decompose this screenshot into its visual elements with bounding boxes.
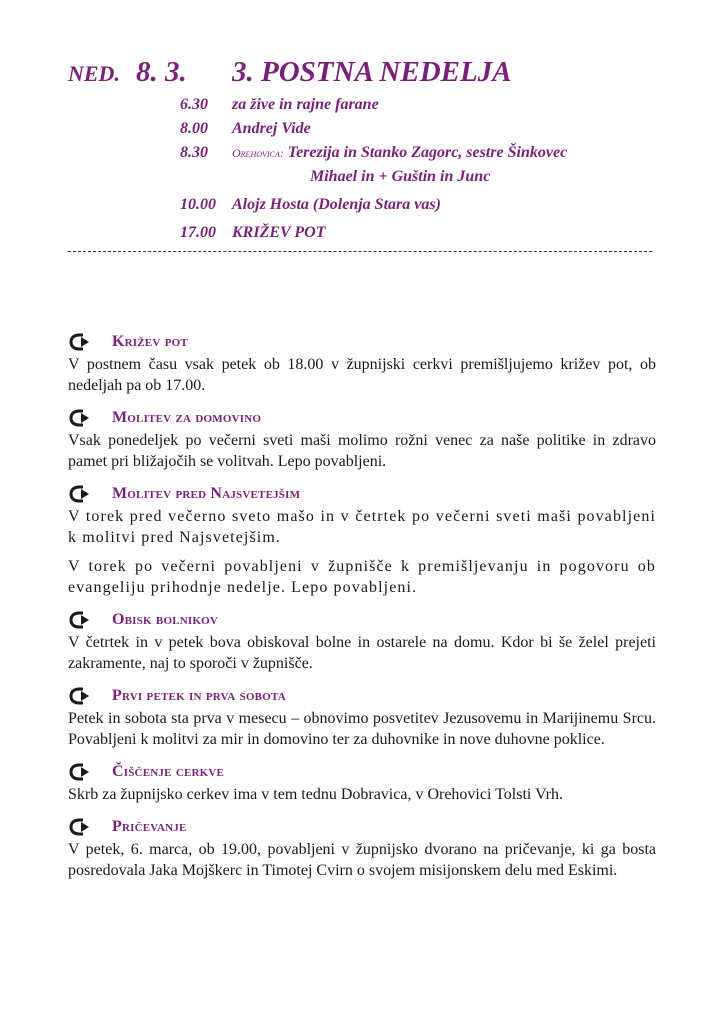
mass-row [68,93,658,117]
mass-intention: Terezija in Stanko Zagorc, sestre Šinkovec [287,144,568,161]
dashed-divider [68,251,652,252]
announcement-heading [68,760,656,784]
sunday-schedule [68,56,658,252]
announcement-text: V četrtek in v petek bova obiskoval bolne in ostarele na domu. Kdor bi še želel prejeti zakramente, naj to sporoči v župnišče. [68,634,656,672]
announcement-title: Pričevanje [112,818,187,835]
mass-row [68,193,658,217]
announcement-heading [68,482,656,506]
curved-arrow-icon [68,611,90,629]
mass-row [68,117,658,141]
announcement-heading [68,608,656,632]
curved-arrow-icon [68,409,90,427]
mass-intention: KRIŽEV POT [232,224,326,241]
mass-time: 17.00 [180,224,216,241]
curved-arrow-icon [68,485,90,503]
announcement-title: Obisk bolnikov [112,611,219,628]
announcement [68,482,656,598]
curved-arrow-icon [68,687,90,705]
mass-intention: Alojz Hosta (Dolenja Stara vas) [232,196,441,213]
announcement-heading [68,406,656,430]
curved-arrow-icon [68,333,90,351]
announcement-heading [68,815,656,839]
mass-time: 6.30 [180,96,208,113]
curved-arrow-icon [68,763,90,781]
announcement-title: Molitev za domovino [112,409,262,426]
announcement-heading [68,330,656,354]
mass-intention: Mihael in + Guštin in Junc [310,168,491,185]
mass-row-continued [68,165,658,189]
announcement-title: Čiščenje cerkve [112,763,225,780]
announcement-text: V torek po večerni povabljeni v župnišče k premišljevanju in pogovoru ob evangeliju prihodnje nedelje. Lepo povabljeni. [68,558,656,596]
mass-row [68,141,658,165]
announcement [68,684,656,750]
announcement [68,815,656,881]
curved-arrow-icon [68,818,90,836]
mass-time: 8.30 [180,144,208,161]
announcement-text: V petek, 6. marca, ob 19.00, povabljeni v župnijsko dvorano na pričevanje, ki ga bosta posredovala Jaka Mojškerc in Timotej Cvirn o svojem misijonskem delu med Eskimi. [68,841,656,879]
mass-intention: za žive in rajne farane [232,96,379,113]
mass-time: 8.00 [180,120,208,137]
announcements [68,330,656,891]
announcement-title: Križev pot [112,333,188,350]
announcement [68,330,656,396]
date-label: 8. 3. [136,56,187,88]
mass-time: 10.00 [180,196,216,213]
announcement-text: V postnem času vsak petek ob 18.00 v župnijski cerkvi premišljujemo križev pot, ob nedeljah pa ob 17.00. [68,356,656,394]
mass-row [68,221,658,245]
mass-intention-wrap [232,141,567,165]
announcement-text: Vsak ponedeljek po večerni sveti maši molimo rožni venec za naše politike in zdravo pamet pri bližajočih se volitvah. Lepo povabljeni. [68,432,656,470]
mass-list [68,93,658,245]
feast-title: 3. POSTNA NEDELJA [232,56,512,88]
mass-place: Orehovica: [232,146,284,160]
announcement [68,608,656,674]
announcement-heading [68,684,656,708]
feast-title-row [68,56,658,89]
announcement-text: Petek in sobota sta prva v mesecu – obnovimo posvetitev Jezusovemu in Marijinemu Srcu. Povabljeni k molitvi za mir in domovino ter za duhovnike in nove duhovne poklice. [68,710,656,748]
mass-intention: Andrej Vide [232,120,311,137]
announcement-text: Skrb za župnijsko cerkev ima v tem tednu Dobravica, v Orehovici Tolsti Vrh. [68,786,563,803]
announcement-title: Molitev pred Najsvetejšim [112,485,301,502]
day-label: NED. [68,61,120,86]
announcement-title: Prvi petek in prva sobota [112,687,286,704]
announcement [68,760,656,805]
announcement [68,406,656,472]
announcement-text: V torek pred večerno sveto mašo in v četrtek po večerni sveti maši povabljeni k molitvi pred Najsvetejšim. [68,508,656,546]
